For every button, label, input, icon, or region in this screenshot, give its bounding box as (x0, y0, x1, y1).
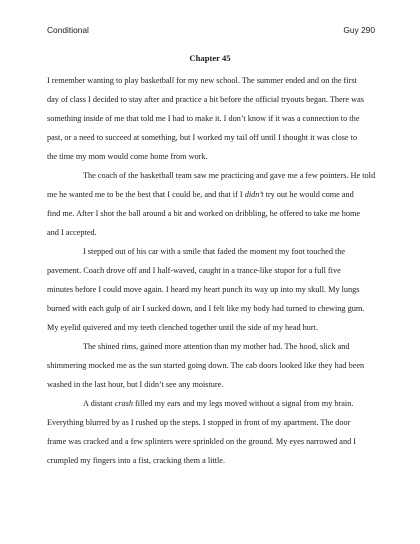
header-page-number: Guy 290 (343, 25, 375, 35)
paragraph-5 (47, 394, 379, 470)
body-text (47, 71, 379, 470)
text-line: I remember wanting to play basketball for my new school. The summer ended and on the first (47, 76, 357, 85)
text-line: The shined rims, gained more attention than my mother had. The hood, slick and (83, 342, 350, 351)
text-line: minutes before I could move again. I heard my heart punch its way up into my skull. My lungs (47, 285, 360, 294)
text-line: washed in the last hour, but I didn’t see any moisture. (47, 380, 224, 389)
emphasis: crash (114, 399, 133, 408)
text-segment: filled my ears and my legs moved without a signal from my brain. (132, 399, 354, 408)
text-line: day of class I decided to stay after and practice a bit before the official tryouts began. There was (47, 95, 364, 104)
text-line: crumpled my fingers into a fist, cracking them a little. (47, 456, 226, 465)
text-line: and I accepted. (47, 228, 97, 237)
text-line: I stepped out of his car with a smile that faded the moment my foot touched the (83, 247, 346, 256)
paragraph-2 (47, 166, 379, 242)
text-line: Everything blurred by as I rushed up the steps. I stopped in front of my apartment. The door (47, 418, 351, 427)
paragraph-4 (47, 337, 379, 394)
emphasis: didn’t (244, 190, 264, 199)
text-line: pavement. Coach drove off and I half-waved, caught in a trance-like stupor for a full five (47, 266, 341, 275)
text-line: The coach of the basketball team saw me practicing and gave me a few pointers. He told (83, 171, 376, 180)
text-segment: me he wanted me to be the best that I could be, and that if I (47, 190, 245, 199)
text-segment: A distant (83, 399, 115, 408)
text-line: shimmering mocked me as the sun started going down. The cab doors looked like they had been (47, 361, 365, 370)
text-segment: try out he would come and (263, 190, 354, 199)
text-line: the time my mom would come home from work. (47, 152, 208, 161)
text-line: burned with each gulp of air I sucked down, and I felt like my body had turned to chewing gum. (47, 304, 365, 313)
paragraph-3 (47, 242, 379, 337)
text-line: find me. After I shot the ball around a bit and worked on dribbling, he offered to take me home (47, 209, 361, 218)
header-title: Conditional (47, 25, 89, 35)
text-line: something inside of me that told me I had to make it. I don’t know if it was a connection to the (47, 114, 360, 123)
chapter-title: Chapter 45 (189, 53, 231, 63)
text-line (47, 185, 379, 204)
text-line (47, 394, 379, 413)
text-line: frame was cracked and a few splinters were sprinkled on the ground. My eyes narrowed and I (47, 437, 357, 446)
text-line: past, or a need to succeed at something, but I worked my tail off until I thought it was close to (47, 133, 358, 142)
paragraph-1 (47, 71, 379, 166)
text-line: My eyelid quivered and my teeth clenched together until the side of my head hurt. (47, 323, 319, 332)
